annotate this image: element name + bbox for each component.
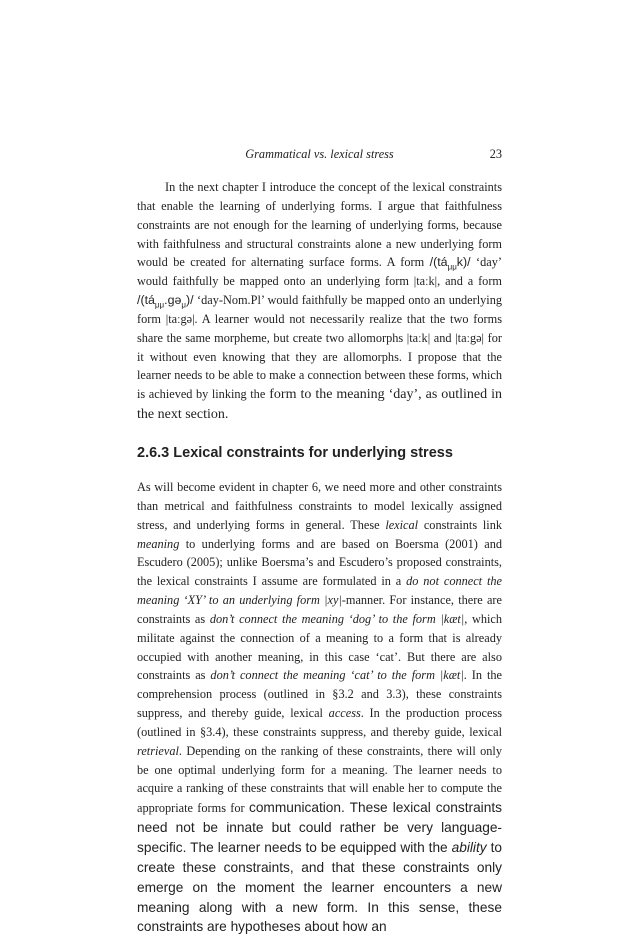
text-run: to create these constraints, and that these constraints only emerge on the moment the learner encounters a new meaning along with a new form. In this sense, these constraints are hypotheses about how an xyxy=(137,840,502,935)
mora-subscript: μ xyxy=(181,300,186,310)
text-run: k)/ xyxy=(456,255,471,270)
text-run: As will become evident in chapter 6, we need more and other constraints than metrical and faithfulness constraints to model lexically assigned stress, and underlying forms in general. These xyxy=(137,479,502,532)
body-text xyxy=(137,178,502,937)
text-run: to underlying forms and are based on Boersma (2001) and Escudero (2005); unlike Boersma’s and Escudero’s proposed constraints, the lexical constraints I assume are formulated in a xyxy=(137,536,502,589)
phonological-form-day xyxy=(429,255,471,272)
emphasis: don’t connect the meaning ‘dog’ to the form |kæt| xyxy=(209,611,465,626)
emphasis: access xyxy=(328,706,361,721)
text-run: .gə xyxy=(164,293,182,308)
text-run: /(tá xyxy=(429,255,448,270)
text-run: )/ xyxy=(185,293,194,308)
text-run: communication. xyxy=(248,800,345,816)
text-run: constraints link xyxy=(418,517,502,532)
emphasis: ability xyxy=(451,840,487,855)
emphasis: meaning xyxy=(137,536,180,551)
emphasis: lexical xyxy=(385,517,419,532)
running-header xyxy=(137,147,502,163)
text-run: ‘day’ would faithfully be mapped onto an underlying form |taːk|, and a form xyxy=(137,255,502,289)
paragraph-intro xyxy=(137,178,502,425)
text-run: . In the comprehension process (outlined in §3.2 and 3.3), these constraints suppress, and thereby guide, lexical xyxy=(137,668,502,721)
page-number: 23 xyxy=(489,147,502,161)
emphasis: retrieval xyxy=(137,743,179,758)
paragraph-lexical-constraints xyxy=(137,478,502,937)
text-run: , which militate against the connection of a meaning to a form that is already occupied with another meaning, in this case ‘cat’. But there are also constraints as xyxy=(137,611,502,683)
text-run: These lexical constraints need not be innate but could rather be very language-specific. The learner needs to be equipped with the xyxy=(137,800,502,855)
section-heading: 2.6.3 Lexical constraints for underlying stress xyxy=(137,444,453,461)
mora-subscript: μμ xyxy=(447,262,457,272)
text-run: . Depending on the ranking of these constraints, there will only be one optimal underlying form for a meaning. The learner needs to acquire a ranking of these constraints that will enable her to compute the appropriate forms for xyxy=(137,743,502,816)
phonological-form-day-plural xyxy=(137,293,194,310)
text-run: /(tá xyxy=(137,293,155,308)
text-run: ‘day-Nom.Pl’ would faithfully be mapped onto an underlying form |taːgə|. A learner would not necessarily realize that the two forms share the same morpheme, but create two allomorphs |taːk| and |taːgə| for it without even knowing that they are allomorphs. I propose that the learner needs to be able to make a connection between these forms, which is achieved by linking the xyxy=(137,293,502,402)
text-run: -manner. For instance, there are constraints as xyxy=(137,593,502,626)
text-run: In the next chapter I introduce the concept of the lexical constraints that enable the learning of underlying forms. I argue that faithfulness constraints are not enough for the learning of underlying forms, because with faithfulness and structural constraints alone a new underlying form would be created for alternating surface forms. A form xyxy=(137,180,502,270)
mora-subscript: μμ xyxy=(154,300,165,310)
emphasis: do not connect the meaning ‘XY’ to an underlying form |xy| xyxy=(137,574,502,608)
text-run: . In the production process (outlined in §3.4), these constraints suppress, and thereby guide, lexical xyxy=(137,706,503,739)
emphasis: don’t connect the meaning ‘cat’ to the form |kæt| xyxy=(210,668,464,683)
running-title: Grammatical vs. lexical stress xyxy=(245,147,394,161)
text-run: form to the meaning ‘day’, as outlined in the next section. xyxy=(137,387,503,423)
